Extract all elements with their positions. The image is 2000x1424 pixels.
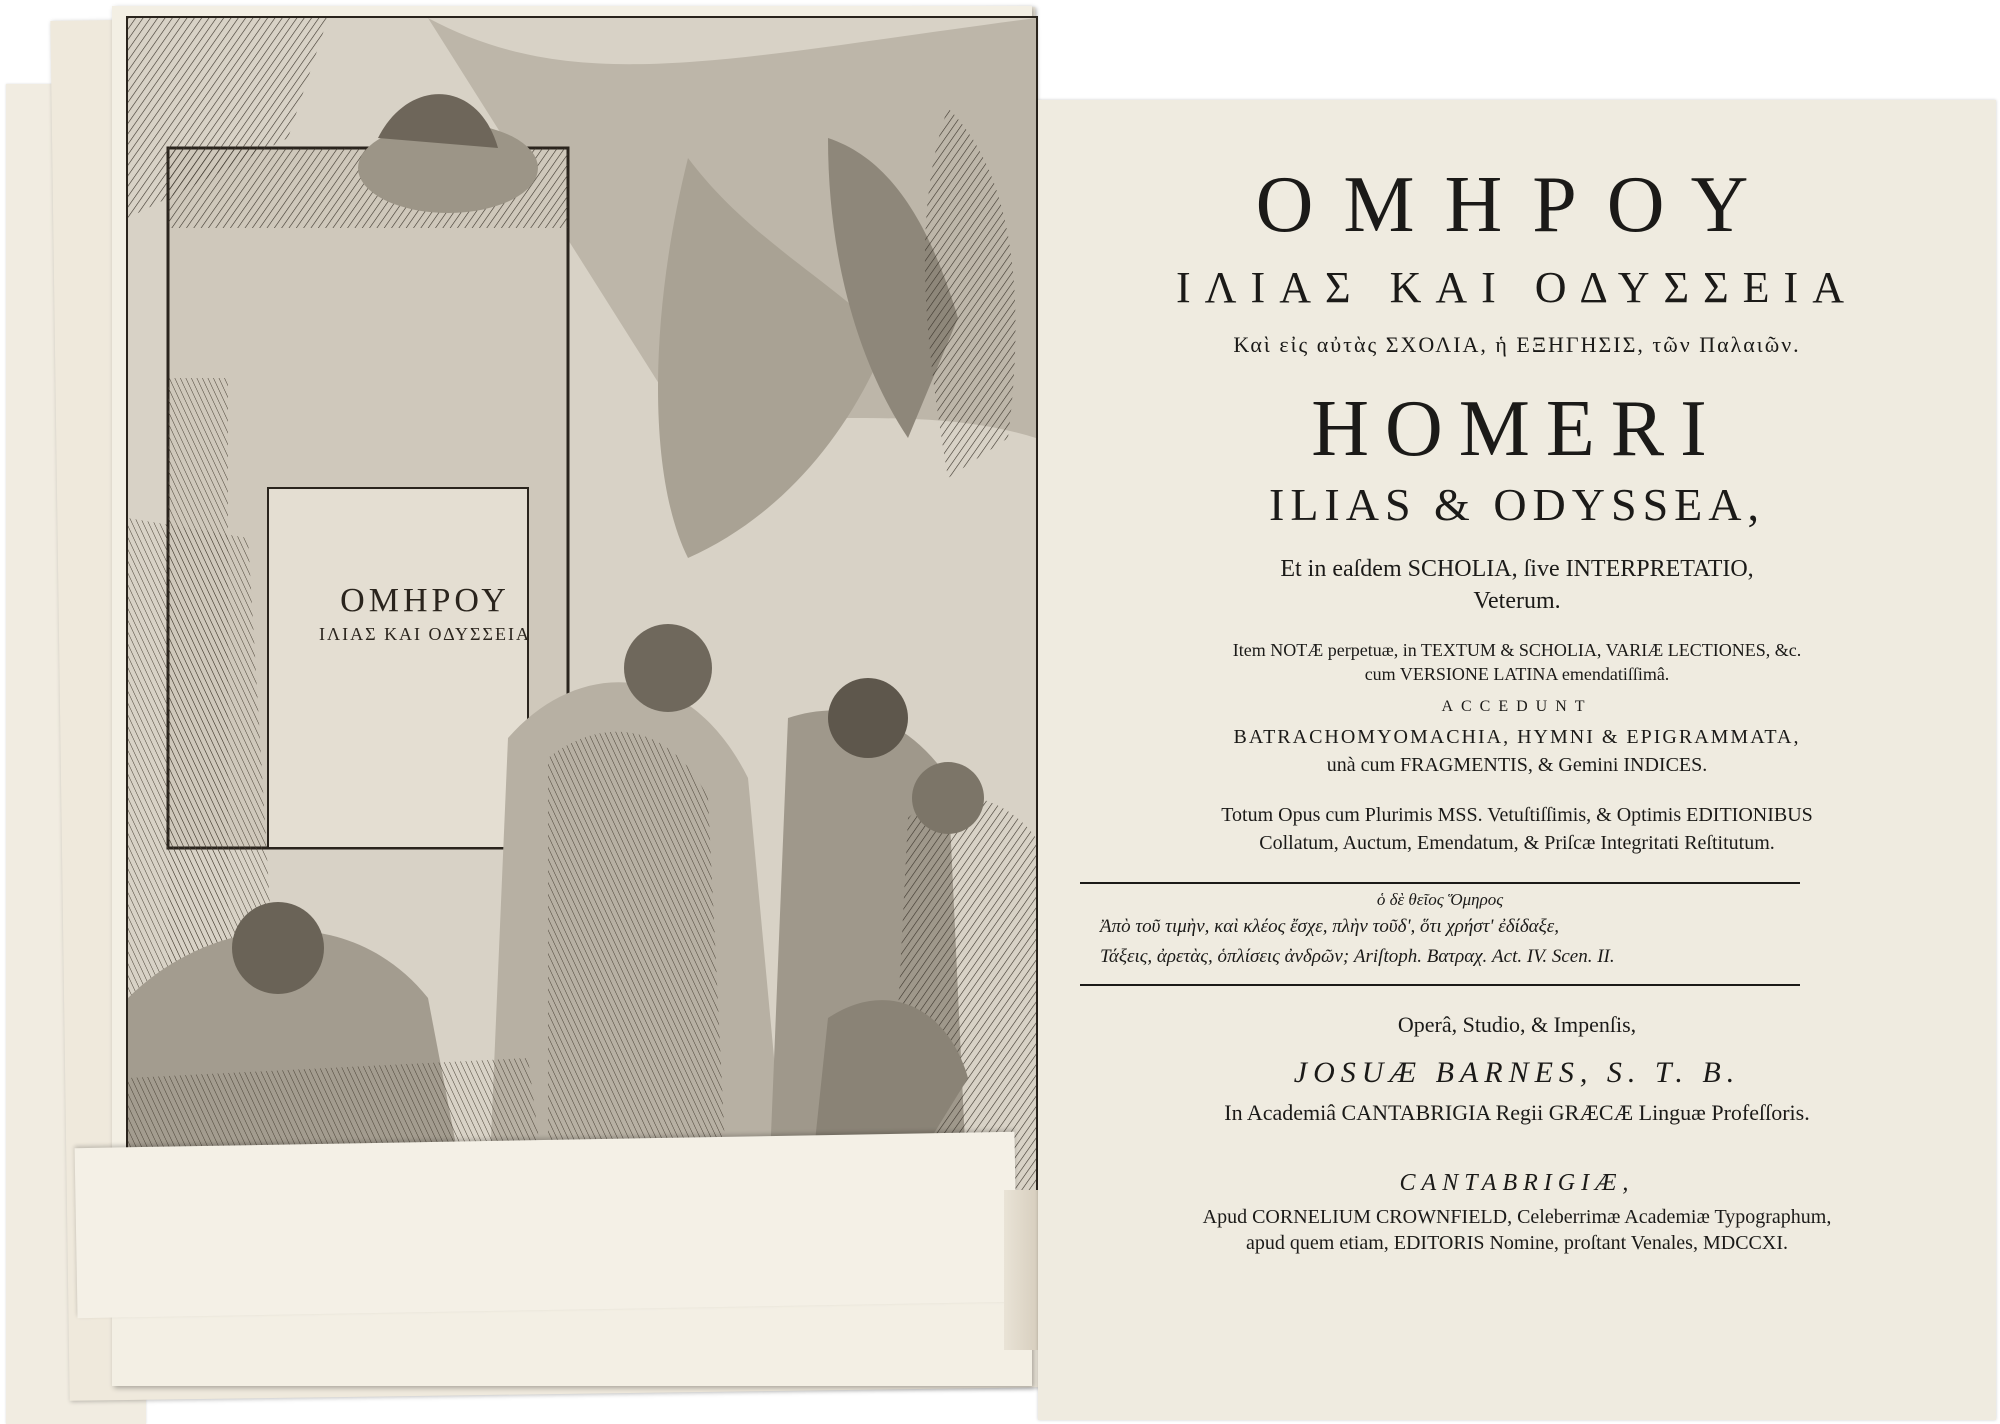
academy-line: In Academiâ CANTABRIGIA Regii GRÆCÆ Linguæ Profeſſoris. (1224, 1100, 1810, 1125)
latin-author: HOMERI (1311, 385, 1723, 473)
latin-works: ILIAS & ODYSSEA, (1269, 479, 1765, 530)
accedunt-line-1: BATRACHOMYOMACHIA, HYMNI & EPIGRAMMATA, (1233, 726, 1801, 748)
divider-rule-top (1080, 882, 1800, 884)
notes-line-1: Item NOTÆ perpetuæ, in TEXTUM & SCHOLIA, VARIÆ LECTIONES, &c. (1232, 640, 1802, 660)
quote-line-2: Ἀπὸ τοῦ τιμὴν, καὶ κλέος ἔσχε, πλὴν τοῦδ', ὅτι χρήστ' ἐδίδαξε, (1100, 916, 1560, 937)
imprint-line-2: apud quem etiam, EDITORIS Nomine, proſtant Venales, MDCCXI. (1246, 1232, 1788, 1254)
quote-line-1: ὁ δὲ θεῖος Ὅμηρος (1376, 890, 1504, 909)
collation-line-1: Totum Opus cum Plurimis MSS. Vetuſtiſſimis, & Optimis EDITIONIBUS (1221, 804, 1813, 826)
divider-rule-bottom (1080, 984, 1800, 986)
monument-inscription (310, 582, 540, 645)
opera-line: Operâ, Studio, & Impenſis, (1397, 1012, 1637, 1037)
greek-scholia: Καὶ εἰς αὐτὰς ΣΧΟΛΙΑ, ἡ ΕΞΗΓΗΣΙΣ, τῶν Παλαιῶν. (1233, 332, 1801, 357)
frontispiece-engraving (126, 16, 1038, 1210)
greek-works: ΙΛΙΑΣ ΚΑΙ ΟΔΥΣΣΕΙΑ (1176, 263, 1858, 312)
accedunt-heading: ACCEDUNT (1441, 698, 1593, 715)
accedunt-line-2: unà cum FRAGMENTIS, & Gemini INDICES. (1326, 754, 1708, 776)
imprint-line-1: Apud CORNELIUM CROWNFIELD, Celeberrimæ Academiæ Typographum, (1202, 1206, 1832, 1228)
notes-line-2: cum VERSIONE LATINA emendatiſſimâ. (1364, 664, 1670, 684)
editor-name: JOSUÆ BARNES, S. T. B. (1293, 1056, 1741, 1089)
scholia-line-1: Et in eaſdem SCHOLIA, ſive INTERPRETATIO, (1280, 556, 1754, 582)
imprint-place: CANTABRIGIÆ, (1399, 1170, 1635, 1196)
monument-subtitle: ΙΛΙΑΣ ΚΑΙ ΟΔΥΣΣΕΙΑ (319, 624, 531, 644)
book-gutter (1004, 1190, 1040, 1350)
greek-author: ΟΜΗΡΟΥ (1255, 161, 1779, 249)
folded-paper-strip (75, 1132, 1018, 1318)
scholia-line-2: Veterum. (1473, 588, 1561, 614)
collation-line-2: Collatum, Auctum, Emendatum, & Priſcæ Integritati Reſtitutum. (1259, 832, 1775, 854)
quote-line-3: Τάξεις, ἀρετὰς, ὁπλίσεις ἀνδρῶν; Ariſtoph. Βατραχ. Act. IV. Scen. II. (1100, 946, 1615, 967)
monument-title: ΟΜΗΡΟΥ (340, 582, 510, 619)
